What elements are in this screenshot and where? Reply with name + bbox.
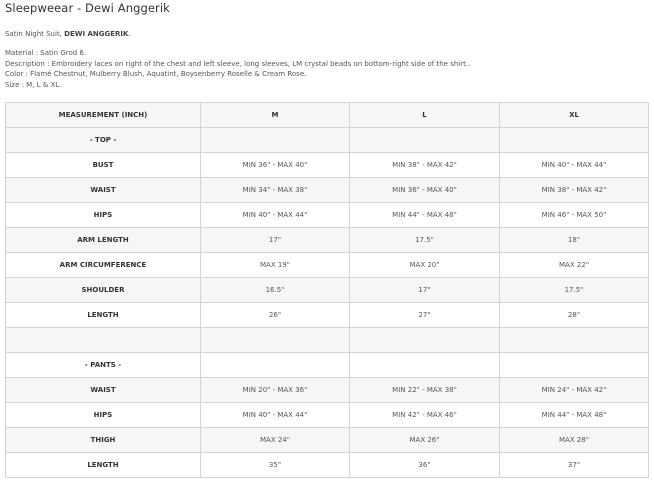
cell-measurement: HIPS <box>6 203 201 228</box>
cell-size-l: MIN 22" - MAX 38" <box>350 378 500 403</box>
cell-size-m: 35" <box>201 453 350 478</box>
cell-size-l <box>350 128 500 153</box>
intro-suffix: . <box>128 30 131 38</box>
cell-size-l: 36" <box>350 453 500 478</box>
cell-size-l: 17.5" <box>350 228 500 253</box>
cell-measurement: SHOULDER <box>6 278 201 303</box>
cell-size-m: 26" <box>201 303 350 328</box>
spec-description: Description : Embroidery laces on right of the chest and left sleeve, long sleeves, LM crystal beads on bottom-right side of the shirt.. <box>5 59 471 68</box>
cell-measurement <box>6 328 201 353</box>
cell-size-xl: MIN 40" - MAX 44" <box>500 153 649 178</box>
header-size-m: M <box>201 103 350 128</box>
cell-size-l: 27" <box>350 303 500 328</box>
table-row <box>6 328 649 353</box>
cell-size-xl <box>500 328 649 353</box>
cell-measurement: THIGH <box>6 428 201 453</box>
header-size-l: L <box>350 103 500 128</box>
table-row <box>6 278 649 303</box>
cell-size-xl: 18" <box>500 228 649 253</box>
table-row <box>6 253 649 278</box>
cell-measurement: WAIST <box>6 378 201 403</box>
table-row <box>6 228 649 253</box>
cell-size-m <box>201 128 350 153</box>
cell-size-l <box>350 353 500 378</box>
cell-measurement: LENGTH <box>6 453 201 478</box>
cell-size-xl: MIN 24" - MAX 42" <box>500 378 649 403</box>
size-chart-body <box>6 128 649 478</box>
cell-size-m <box>201 328 350 353</box>
cell-size-m: MIN 20" - MAX 36" <box>201 378 350 403</box>
intro-prefix: Satin Night Suit, <box>5 30 65 38</box>
cell-size-m: MAX 24" <box>201 428 350 453</box>
table-row <box>6 178 649 203</box>
table-row <box>6 453 649 478</box>
cell-size-l: MIN 42" - MAX 46" <box>350 403 500 428</box>
table-row <box>6 353 649 378</box>
table-row <box>6 153 649 178</box>
cell-size-xl: MIN 44" - MAX 48" <box>500 403 649 428</box>
cell-measurement: - TOP - <box>6 128 201 153</box>
header-size-xl: XL <box>500 103 649 128</box>
cell-size-m: MIN 40" - MAX 44" <box>201 403 350 428</box>
cell-size-xl: MIN 46" - MAX 50" <box>500 203 649 228</box>
table-header-row <box>6 103 649 128</box>
cell-size-xl: 28" <box>500 303 649 328</box>
cell-size-l: MIN 38" - MAX 42" <box>350 153 500 178</box>
cell-measurement: ARM CIRCUMFERENCE <box>6 253 201 278</box>
table-row <box>6 403 649 428</box>
cell-size-m: MIN 34" - MAX 38" <box>201 178 350 203</box>
cell-size-xl: MAX 22" <box>500 253 649 278</box>
cell-measurement: - PANTS - <box>6 353 201 378</box>
cell-size-m: 16.5" <box>201 278 350 303</box>
product-intro <box>5 29 131 39</box>
cell-measurement: WAIST <box>6 178 201 203</box>
table-row <box>6 428 649 453</box>
cell-size-xl: MIN 38" - MAX 42" <box>500 178 649 203</box>
table-row <box>6 128 649 153</box>
brand-name: DEWI ANGGERIK <box>64 30 129 38</box>
cell-size-m: MIN 40" - MAX 44" <box>201 203 350 228</box>
cell-size-l: MIN 44" - MAX 48" <box>350 203 500 228</box>
cell-size-xl <box>500 353 649 378</box>
table-row <box>6 378 649 403</box>
size-chart-table <box>5 102 649 478</box>
cell-size-l <box>350 328 500 353</box>
spec-size: Size : M, L & XL. <box>5 81 62 90</box>
cell-size-xl: MAX 28" <box>500 428 649 453</box>
cell-size-m: MAX 19" <box>201 253 350 278</box>
cell-size-l: MIN 36" - MAX 40" <box>350 178 500 203</box>
cell-measurement: ARM LENGTH <box>6 228 201 253</box>
cell-size-m: 17" <box>201 228 350 253</box>
product-title: Sleepweear - Dewi Anggerik <box>5 1 170 15</box>
spec-color: Color : Flamé Chestnut, Mulberry Blush, Aquatint, Boysenberry Roselle & Cream Rose. <box>5 70 307 79</box>
cell-size-l: 17" <box>350 278 500 303</box>
cell-size-m <box>201 353 350 378</box>
cell-size-xl <box>500 128 649 153</box>
cell-size-m: MIN 36" - MAX 40" <box>201 153 350 178</box>
product-specs <box>5 48 470 91</box>
cell-size-xl: 37" <box>500 453 649 478</box>
cell-size-l: MAX 20" <box>350 253 500 278</box>
spec-material: Material : Satin Grod 6. <box>5 49 87 57</box>
cell-size-xl: 17.5" <box>500 278 649 303</box>
table-row <box>6 303 649 328</box>
header-measurement: MEASUREMENT (INCH) <box>6 103 201 128</box>
table-row <box>6 203 649 228</box>
cell-measurement: HIPS <box>6 403 201 428</box>
cell-measurement: LENGTH <box>6 303 201 328</box>
cell-size-l: MAX 26" <box>350 428 500 453</box>
cell-measurement: BUST <box>6 153 201 178</box>
